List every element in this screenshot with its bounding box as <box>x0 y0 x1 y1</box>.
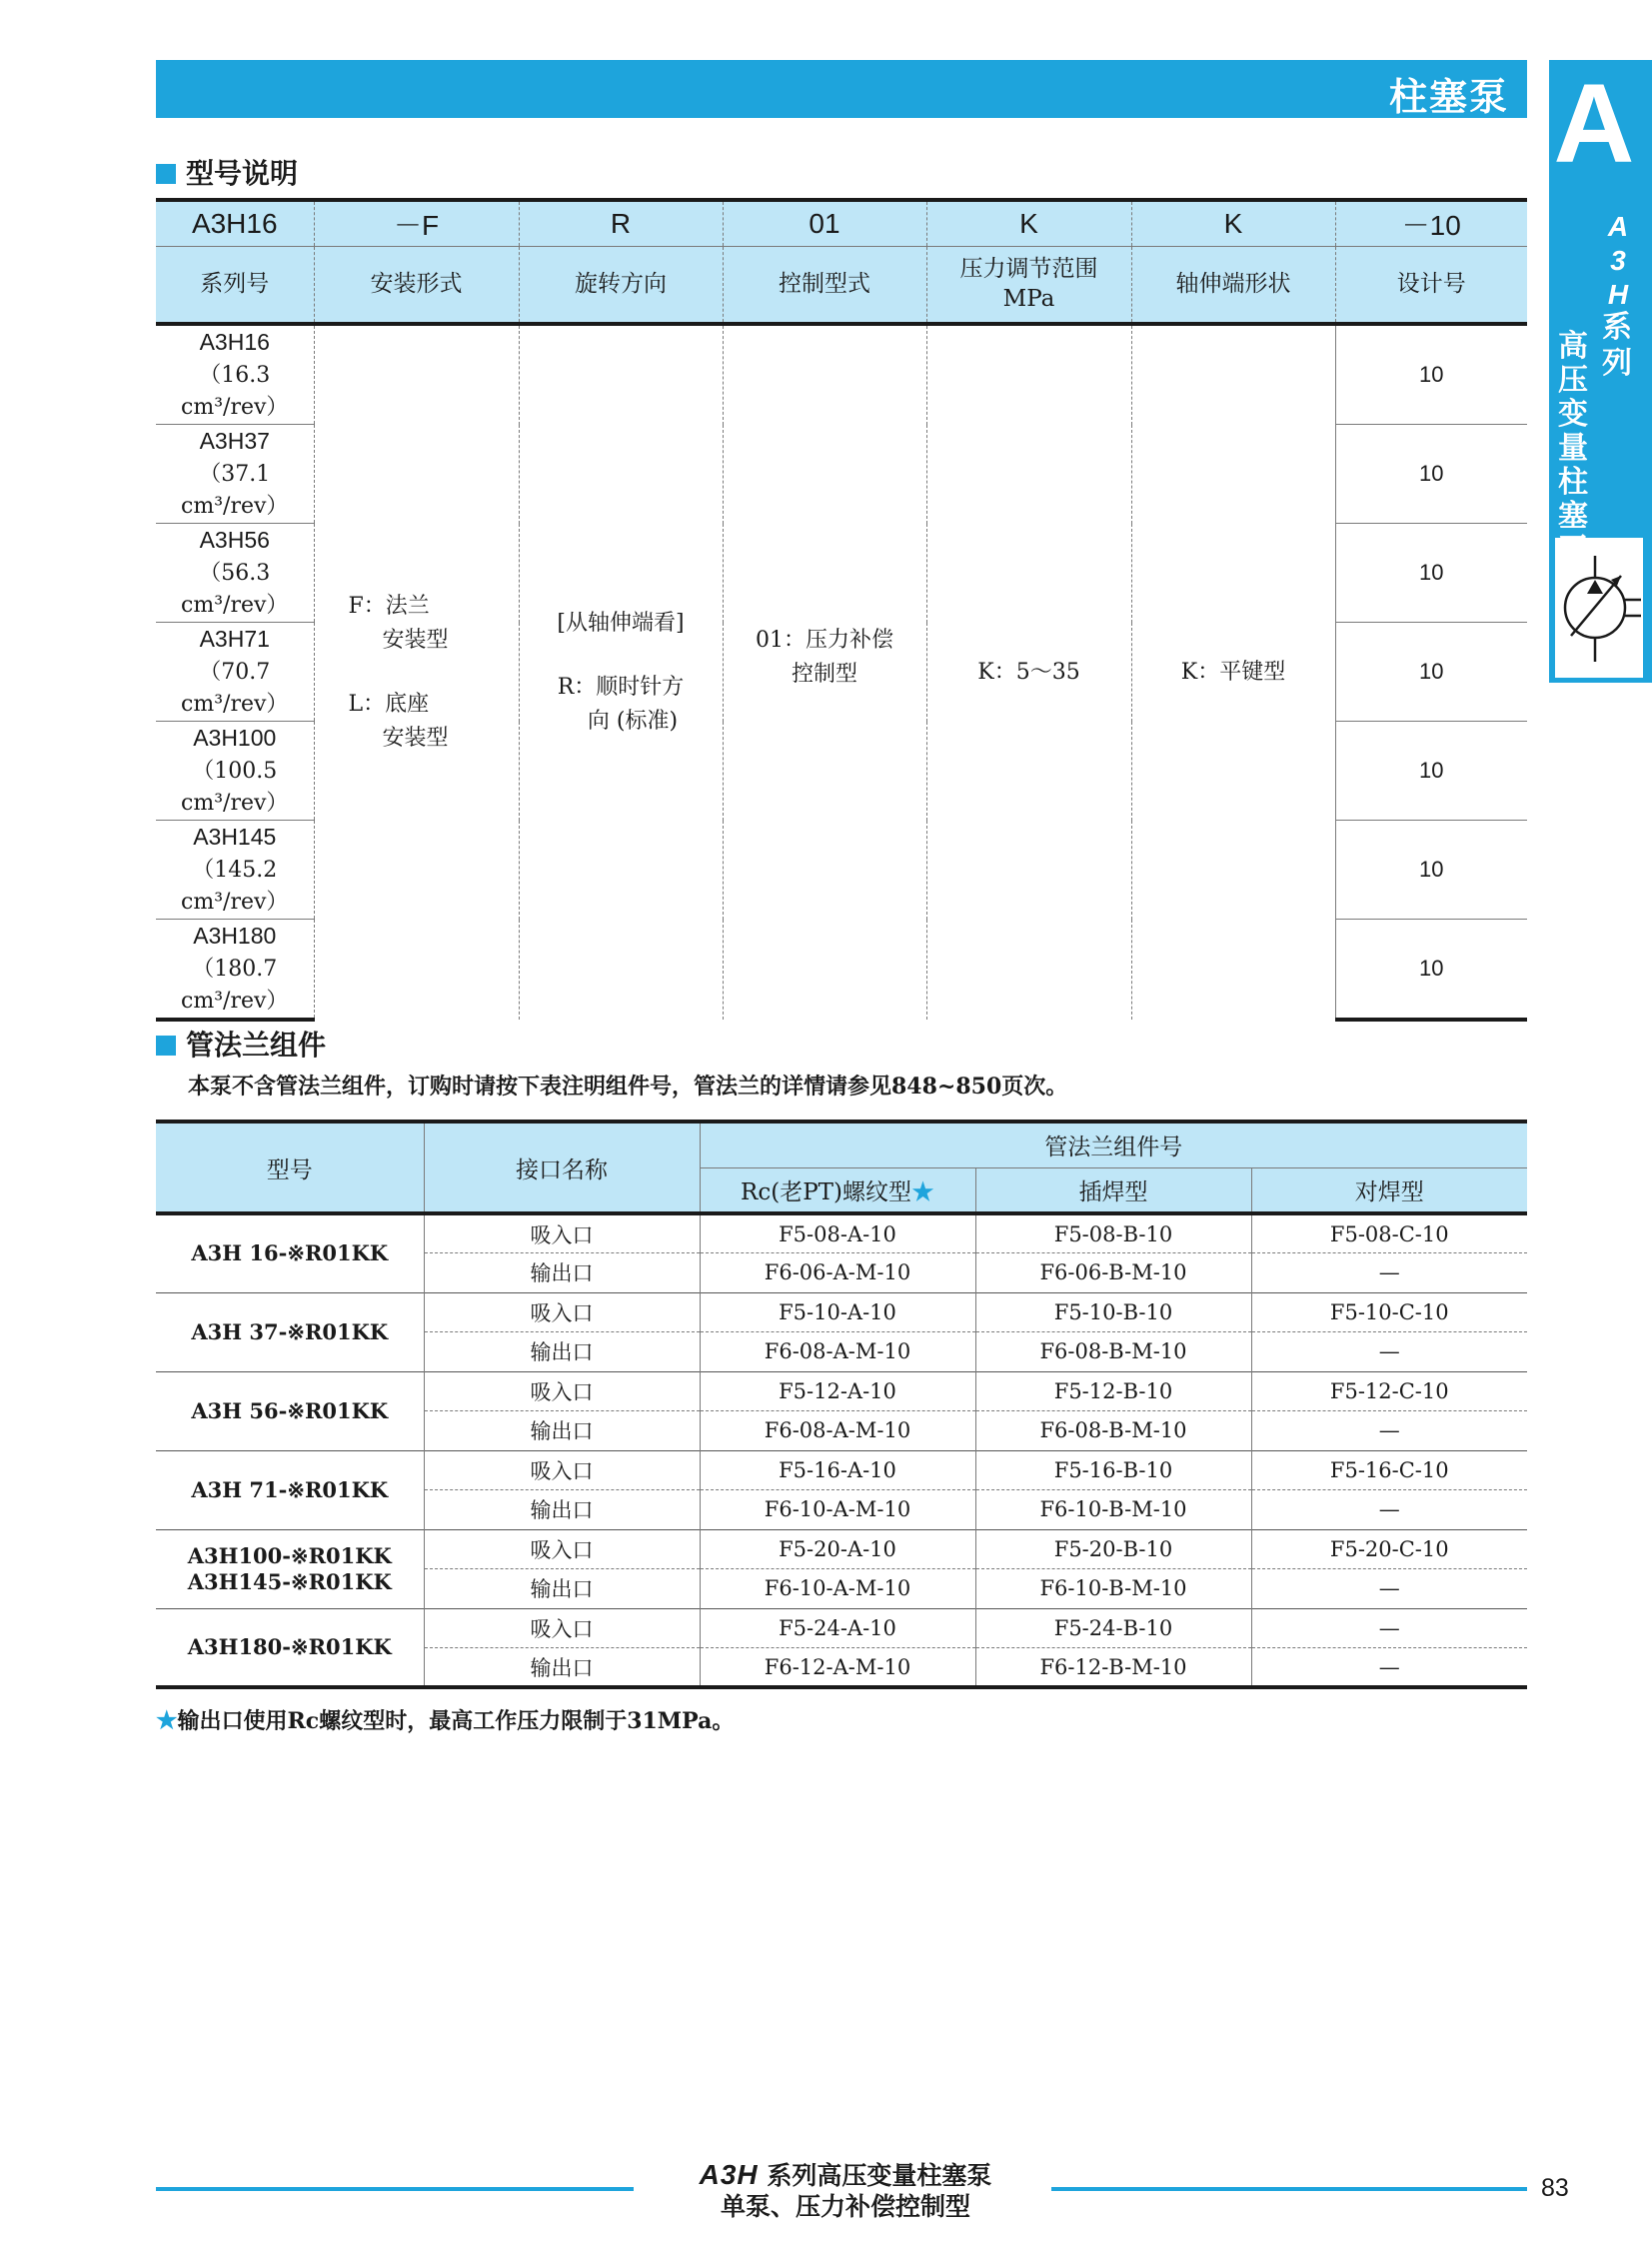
model-cell <box>156 425 314 524</box>
port-cell: 输出口 <box>424 1332 700 1372</box>
model-code-table <box>156 198 1527 1022</box>
star-icon: ★ <box>156 1705 178 1734</box>
model-displacement: （16.3 cm³/rev） <box>181 363 289 420</box>
rc-cell: F6-10-A-M-10 <box>700 1490 975 1530</box>
page-header-title: 柱塞泵 <box>1388 75 1509 119</box>
model-cell <box>156 623 314 722</box>
side-chapter-tab <box>1549 60 1652 683</box>
mounting-l: L：底座 <box>348 692 430 717</box>
socket-cell: F6-08-B-M-10 <box>975 1411 1251 1451</box>
bullet-square-icon <box>156 1036 176 1056</box>
model-name: A3H16 <box>199 329 270 355</box>
port-cell: 吸入口 <box>424 1608 700 1648</box>
socket-cell: F6-06-B-M-10 <box>975 1253 1251 1293</box>
flange-model: A3H 37-※R01KK <box>191 1318 389 1344</box>
header-cell: 管法兰组件号 <box>700 1122 1527 1167</box>
rc-cell: F6-10-A-M-10 <box>700 1569 975 1609</box>
flange-row-inlet <box>156 1450 1527 1490</box>
port-cell: 吸入口 <box>424 1529 700 1569</box>
flange-kit-table <box>156 1120 1527 1689</box>
butt-cell: — <box>1251 1569 1527 1609</box>
header-cell: 控制型式 <box>723 246 926 324</box>
butt-cell: — <box>1251 1490 1527 1530</box>
model-cell <box>156 722 314 821</box>
model-cell <box>156 324 314 425</box>
section-title-text: 管法兰组件 <box>186 1029 327 1062</box>
header-label: 压力调节范围 <box>959 256 1098 283</box>
mounting-l-type: 安装型 <box>382 726 449 751</box>
flange-model: A3H 16-※R01KK <box>191 1240 389 1266</box>
port-cell: 输出口 <box>424 1411 700 1451</box>
header-cell: 轴伸端形状 <box>1131 246 1335 324</box>
section-title-flange <box>156 1024 326 1064</box>
rc-cell: F6-12-A-M-10 <box>700 1648 975 1688</box>
series-vertical-text-2: 系 列 <box>1602 310 1632 381</box>
socket-cell: F6-10-B-M-10 <box>975 1569 1251 1609</box>
footer-rule-left <box>156 2187 634 2191</box>
flange-row-inlet <box>156 1529 1527 1569</box>
model-cell <box>156 524 314 623</box>
port-cell: 输出口 <box>424 1490 700 1530</box>
port-cell: 吸入口 <box>424 1450 700 1490</box>
variable-pump-symbol-icon <box>1555 538 1643 678</box>
butt-cell: — <box>1251 1608 1527 1648</box>
model-name: A3H71 <box>199 626 270 652</box>
rotation-cell <box>519 324 723 1020</box>
series-mark: A 3 H <box>1607 211 1629 310</box>
rc-cell: F6-08-A-M-10 <box>700 1411 975 1451</box>
code-cell: －10 <box>1335 200 1527 246</box>
butt-cell: — <box>1251 1332 1527 1372</box>
header-cell: 系列号 <box>156 246 314 324</box>
model-cell <box>156 920 314 1021</box>
port-cell: 吸入口 <box>424 1213 700 1253</box>
socket-cell: F5-10-B-10 <box>975 1292 1251 1332</box>
butt-cell: — <box>1251 1411 1527 1451</box>
code-cell: R <box>519 200 723 246</box>
flange-model: A3H180-※R01KK <box>187 1633 392 1659</box>
design-no-cell: 10 <box>1335 722 1527 821</box>
socket-cell: F5-08-B-10 <box>975 1213 1251 1253</box>
flange-row-inlet <box>156 1292 1527 1332</box>
header-cell <box>926 246 1131 324</box>
flange-row-inlet <box>156 1371 1527 1411</box>
footnote <box>156 1704 734 1735</box>
design-no-cell: 10 <box>1335 623 1527 722</box>
design-no-cell: 10 <box>1335 920 1527 1021</box>
bullet-square-icon <box>156 164 176 184</box>
code-cell: A3H16 <box>156 200 314 246</box>
code-cell: K <box>926 200 1131 246</box>
rc-cell: F5-16-A-10 <box>700 1450 975 1490</box>
page-number: 83 <box>1541 2174 1569 2202</box>
footnote-text: 输出口使用Rc螺纹型时，最高工作压力限制于31MPa。 <box>177 1708 735 1734</box>
model-cell <box>156 821 314 920</box>
section-title-text: 型号说明 <box>186 157 299 190</box>
rc-cell: F5-10-A-10 <box>700 1292 975 1332</box>
header-cell: 安装形式 <box>314 246 519 324</box>
header-cell: 型号 <box>156 1122 424 1213</box>
flange-model: A3H 71-※R01KK <box>191 1476 389 1502</box>
socket-cell: F5-12-B-10 <box>975 1371 1251 1411</box>
flange-model-2: A3H145-※R01KK <box>187 1568 392 1594</box>
star-icon: ★ <box>910 1178 934 1205</box>
header-cell <box>700 1167 975 1213</box>
mounting-cell <box>314 324 519 1020</box>
model-name: A3H56 <box>199 527 270 553</box>
model-name: A3H145 <box>193 824 277 850</box>
footer-line2: 单泵、压力补偿控制型 <box>720 2192 970 2221</box>
header-cell: 接口名称 <box>424 1122 700 1213</box>
model-header-row <box>156 246 1527 324</box>
port-cell: 吸入口 <box>424 1292 700 1332</box>
footer-rule-right <box>1051 2187 1527 2191</box>
design-no-cell: 10 <box>1335 821 1527 920</box>
model-code-row <box>156 200 1527 246</box>
shaft-cell: K：平键型 <box>1131 324 1335 1020</box>
socket-cell: F5-24-B-10 <box>975 1608 1251 1648</box>
rc-cell: F6-08-A-M-10 <box>700 1332 975 1372</box>
model-displacement: （70.7 cm³/rev） <box>181 660 289 717</box>
code-cell: 01 <box>723 200 926 246</box>
rotation-direction: R：顺时针方 <box>557 675 685 700</box>
footer-series-mark: A3H <box>699 2159 759 2190</box>
model-row <box>156 324 1527 425</box>
butt-cell: F5-12-C-10 <box>1251 1371 1527 1411</box>
rotation-standard: 向 (标准) <box>587 709 679 734</box>
header-label: Rc(老PT)螺纹型 <box>741 1178 911 1205</box>
butt-cell: F5-16-C-10 <box>1251 1450 1527 1490</box>
page-header-bar <box>156 60 1527 118</box>
mounting-f-type: 安装型 <box>382 628 449 653</box>
control-type-name: 控制型 <box>791 662 857 687</box>
flange-header-row <box>156 1122 1527 1167</box>
header-cell: 插焊型 <box>975 1167 1251 1213</box>
design-no-cell: 10 <box>1335 524 1527 623</box>
model-name: A3H37 <box>199 428 270 454</box>
rotation-view: [从轴伸端看] <box>557 611 685 636</box>
section-title-model <box>156 152 298 192</box>
model-displacement: （100.5 cm³/rev） <box>181 759 289 816</box>
header-cell: 设计号 <box>1335 246 1527 324</box>
model-cell <box>156 1213 424 1292</box>
model-displacement: （37.1 cm³/rev） <box>181 462 289 519</box>
model-name: A3H180 <box>193 923 277 949</box>
pressure-cell: K：5～35 <box>926 324 1131 1020</box>
rc-cell: F6-06-A-M-10 <box>700 1253 975 1293</box>
butt-cell: F5-08-C-10 <box>1251 1213 1527 1253</box>
model-cell <box>156 1529 424 1608</box>
flange-row-inlet <box>156 1213 1527 1253</box>
header-cell: 旋转方向 <box>519 246 723 324</box>
port-cell: 输出口 <box>424 1648 700 1688</box>
rc-cell: F5-24-A-10 <box>700 1608 975 1648</box>
model-displacement: （56.3 cm³/rev） <box>181 561 289 618</box>
butt-cell: — <box>1251 1648 1527 1688</box>
socket-cell: F5-16-B-10 <box>975 1450 1251 1490</box>
header-cell: 对焊型 <box>1251 1167 1527 1213</box>
socket-cell: F5-20-B-10 <box>975 1529 1251 1569</box>
header-unit: MPa <box>1002 286 1055 313</box>
control-cell <box>723 324 926 1020</box>
port-cell: 输出口 <box>424 1253 700 1293</box>
mounting-f: F：法兰 <box>348 594 430 619</box>
footer-title <box>636 2159 1055 2222</box>
butt-cell: F5-20-C-10 <box>1251 1529 1527 1569</box>
model-displacement: （180.7 cm³/rev） <box>181 957 289 1014</box>
port-cell: 输出口 <box>424 1569 700 1609</box>
design-no-cell: 10 <box>1335 324 1527 425</box>
model-cell <box>156 1371 424 1450</box>
port-cell: 吸入口 <box>424 1371 700 1411</box>
code-cell: －F <box>314 200 519 246</box>
socket-cell: F6-12-B-M-10 <box>975 1648 1251 1688</box>
model-displacement: （145.2 cm³/rev） <box>181 858 289 915</box>
model-name: A3H100 <box>193 725 277 751</box>
chapter-letter: A <box>1553 61 1635 186</box>
flange-row-inlet <box>156 1608 1527 1648</box>
rc-cell: F5-12-A-10 <box>700 1371 975 1411</box>
footer-line1: 系列高压变量柱塞泵 <box>767 2161 992 2190</box>
socket-cell: F6-08-B-M-10 <box>975 1332 1251 1372</box>
flange-model: A3H 56-※R01KK <box>191 1397 389 1423</box>
butt-cell: F5-10-C-10 <box>1251 1292 1527 1332</box>
design-no-cell: 10 <box>1335 425 1527 524</box>
code-cell: K <box>1131 200 1335 246</box>
model-cell <box>156 1608 424 1687</box>
series-vertical-text-1: 高 压 变 量 柱 塞 <box>1558 329 1588 534</box>
control-type: 01：压力补偿 <box>756 628 893 653</box>
rc-cell: F5-20-A-10 <box>700 1529 975 1569</box>
butt-cell: — <box>1251 1253 1527 1293</box>
section-note: 本泵不含管法兰组件，订购时请按下表注明组件号，管法兰的详情请参见848~850页次。 <box>188 1074 1068 1100</box>
rc-cell: F5-08-A-10 <box>700 1213 975 1253</box>
model-cell <box>156 1292 424 1371</box>
socket-cell: F6-10-B-M-10 <box>975 1490 1251 1530</box>
model-cell <box>156 1450 424 1529</box>
flange-model: A3H100-※R01KK <box>187 1542 392 1568</box>
